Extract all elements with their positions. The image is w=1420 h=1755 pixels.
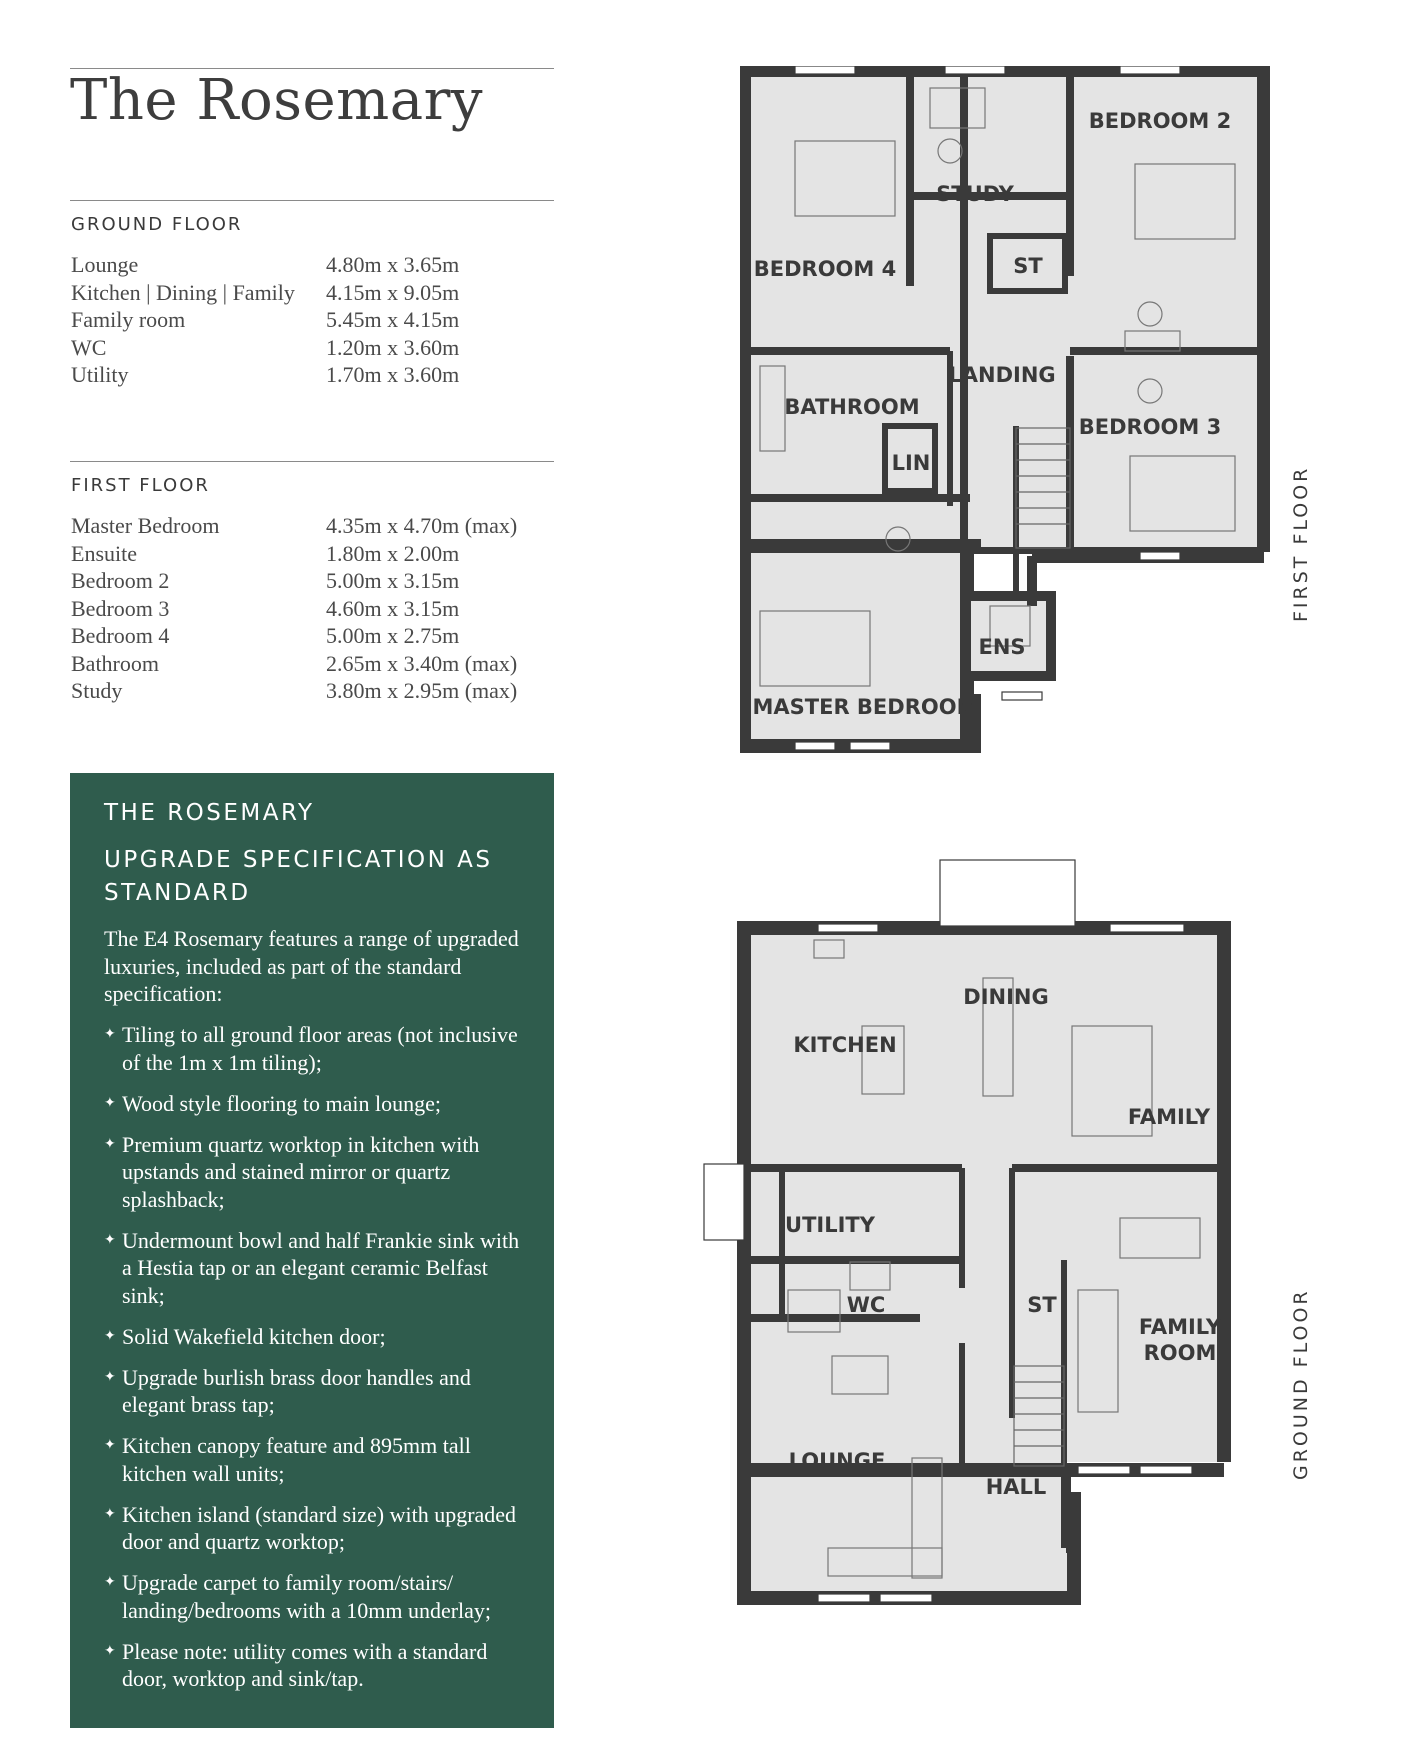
list-item <box>104 1432 534 1487</box>
list-item <box>104 1569 534 1624</box>
list-item <box>104 1090 534 1118</box>
room-row <box>71 622 517 650</box>
list-item-text: Undermount bowl and half Frankie sink with a Hestia tap or an elegant ceramic Belfast sink; <box>122 1227 520 1308</box>
list-item <box>104 1021 534 1076</box>
room-row <box>71 279 459 307</box>
bullet-icon: ✦ <box>104 1136 116 1152</box>
room-label-lounge: LOUNGE <box>788 1449 886 1473</box>
room-label-family-room-line1: FAMILY <box>1138 1315 1222 1339</box>
room-name: Family room <box>71 307 186 332</box>
room-row <box>71 677 517 705</box>
first-floor-heading: FIRST FLOOR <box>71 475 210 496</box>
room-row <box>71 334 459 362</box>
bullet-icon: ✦ <box>104 1575 116 1590</box>
room-label-ens: ENS <box>978 635 1026 659</box>
room-label-utility: UTILITY <box>785 1213 875 1237</box>
bullet-icon: ✦ <box>104 1369 116 1385</box>
room-dims: 1.20m x 3.60m <box>326 334 460 360</box>
room-label-dining: DINING <box>963 985 1049 1009</box>
room-dims: 4.35m x 4.70m (max) <box>326 513 518 538</box>
page-title: The Rosemary <box>70 68 484 133</box>
room-row <box>71 650 517 678</box>
room-label-family: FAMILY <box>1127 1105 1211 1129</box>
spec-heading: THE ROSEMARY <box>104 800 315 826</box>
room-row <box>71 361 459 389</box>
first-floor-label: FIRST FLOOR <box>1290 465 1312 622</box>
list-item <box>104 1364 534 1419</box>
room-label-st: ST <box>1027 1293 1057 1317</box>
list-item <box>104 1227 534 1310</box>
room-name: Master Bedroom <box>71 513 220 538</box>
room-dims: 3.80m x 2.95m (max) <box>326 678 518 703</box>
list-item-text: Tiling to all ground floor areas (not inclusive of the 1m x 1m tiling); <box>122 1022 518 1075</box>
room-label-landing: LANDING <box>948 363 1056 387</box>
bullet-icon: ✦ <box>104 1506 116 1522</box>
room-row <box>71 595 517 623</box>
room-row <box>71 306 459 334</box>
ground-floor-room-list <box>71 251 459 389</box>
room-label-kitchen: KITCHEN <box>793 1033 897 1057</box>
room-name: WC <box>71 334 107 360</box>
ground-floor-heading: GROUND FLOOR <box>71 214 243 235</box>
room-row <box>71 540 517 568</box>
bullet-icon: ✦ <box>104 1232 116 1248</box>
spec-subheading-line2: STANDARD <box>104 880 251 906</box>
room-dims: 5.45m x 4.15m <box>326 307 460 332</box>
ground-floor-walls <box>704 860 1232 1598</box>
room-dims: 2.65m x 3.40m (max) <box>326 650 518 676</box>
bullet-icon: ✦ <box>104 1328 116 1344</box>
room-label-hall: HALL <box>985 1475 1047 1499</box>
room-dims: 1.80m x 2.00m <box>326 540 460 566</box>
room-dims: 1.70m x 3.60m <box>326 362 460 387</box>
room-label-st: ST <box>1013 254 1043 278</box>
room-label-wc: WC <box>846 1293 886 1317</box>
room-label-master-bedroom: MASTER BEDROOM <box>752 695 978 719</box>
room-dims: 4.15m x 9.05m <box>326 279 460 305</box>
room-row <box>71 512 517 540</box>
list-item-text: Wood style flooring to main lounge; <box>122 1090 442 1116</box>
bullet-icon: ✦ <box>104 1095 116 1111</box>
room-name: Kitchen | Dining | Family <box>71 279 295 305</box>
first-floor-rule <box>70 461 554 462</box>
room-row <box>71 251 459 279</box>
room-name: Study <box>71 678 123 703</box>
spec-list <box>104 1021 534 1706</box>
room-label-family-room-line2: ROOM <box>1143 1341 1217 1365</box>
list-item-text: Kitchen island (standard size) with upgraded door and quartz worktop; <box>122 1501 517 1554</box>
room-dims: 5.00m x 2.75m <box>326 623 460 648</box>
bullet-icon: ✦ <box>104 1438 116 1453</box>
first-floor-room-list <box>71 512 517 705</box>
list-item <box>104 1638 534 1693</box>
room-name: Bedroom 2 <box>71 568 170 593</box>
room-row <box>71 567 517 595</box>
room-dims: 5.00m x 3.15m <box>326 568 460 593</box>
bullet-icon: ✦ <box>104 1027 116 1042</box>
first-floor-plan <box>740 66 1270 766</box>
ground-floor-label: GROUND FLOOR <box>1290 1288 1312 1480</box>
room-label-lin: LIN <box>891 451 931 475</box>
bullet-icon: ✦ <box>104 1643 116 1659</box>
room-name: Bedroom 3 <box>71 595 170 621</box>
room-name: Bedroom 4 <box>71 623 170 648</box>
list-item-text: Solid Wakefield kitchen door; <box>122 1323 386 1349</box>
room-label-bedroom4: BEDROOM 4 <box>753 257 897 281</box>
room-name: Ensuite <box>71 540 137 566</box>
room-label-bathroom: BATHROOM <box>784 395 920 419</box>
room-label-study: STUDY <box>936 182 1014 206</box>
room-label-bedroom2: BEDROOM 2 <box>1088 109 1232 133</box>
list-item-text: Upgrade burlish brass door handles and elegant brass tap; <box>122 1364 471 1417</box>
list-item <box>104 1323 534 1351</box>
ground-floor-rule <box>70 200 554 201</box>
room-name: Utility <box>71 362 129 387</box>
room-dims: 4.80m x 3.65m <box>326 252 460 277</box>
list-item <box>104 1131 534 1214</box>
room-label-bedroom3: BEDROOM 3 <box>1078 415 1222 439</box>
room-name: Lounge <box>71 252 139 277</box>
list-item-text: Upgrade carpet to family room/stairs/ landing/bedrooms with a 10mm underlay; <box>122 1570 492 1623</box>
spec-subheading-line1: UPGRADE SPECIFICATION AS <box>104 847 493 873</box>
list-item-text: Premium quartz worktop in kitchen with upstands and stained mirror or quartz splashback; <box>122 1131 480 1212</box>
list-item-text: Please note: utility comes with a standard door, worktop and sink/tap. <box>122 1638 488 1691</box>
list-item <box>104 1501 534 1556</box>
ground-floor-plan <box>700 858 1270 1618</box>
room-name: Bathroom <box>71 650 159 676</box>
spec-intro: The E4 Rosemary features a range of upgraded luxuries, included as part of the standard specification: <box>104 926 519 1006</box>
room-dims: 4.60m x 3.15m <box>326 595 460 621</box>
specification-panel <box>70 773 554 1728</box>
list-item-text: Kitchen canopy feature and 895mm tall kitchen wall units; <box>122 1433 471 1486</box>
